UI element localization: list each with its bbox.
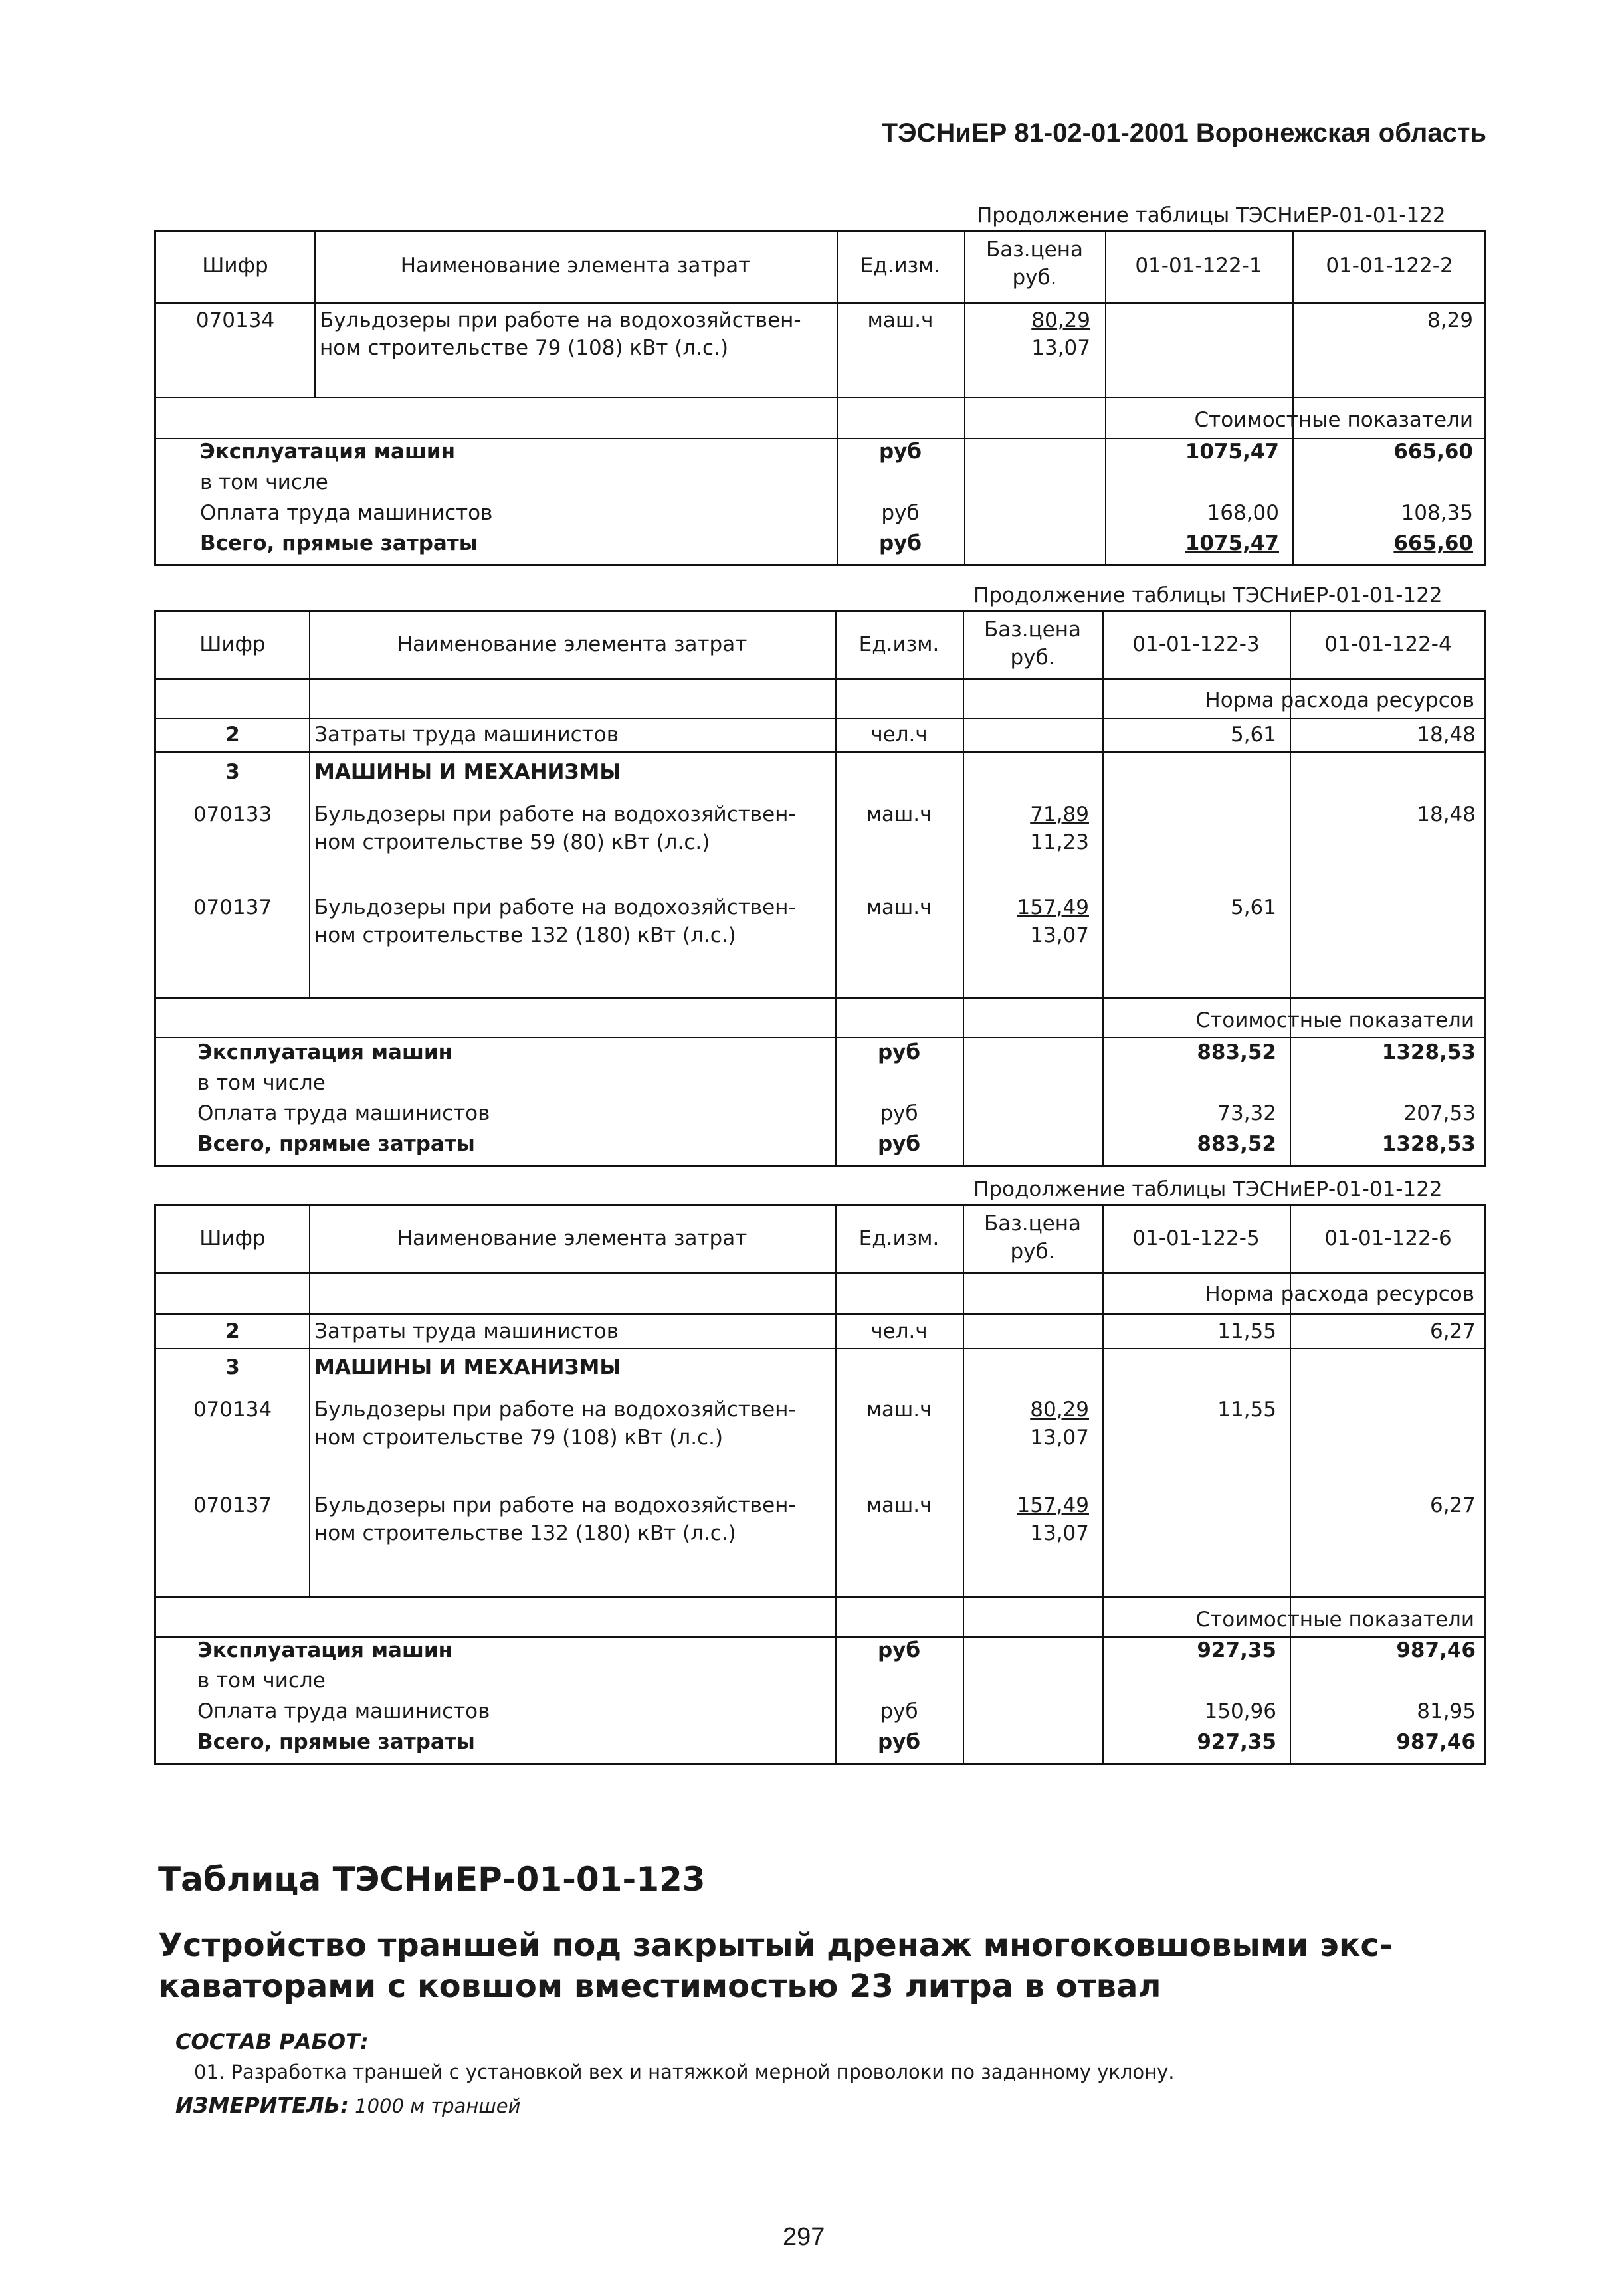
row-value-1: 11,55 <box>1217 1398 1276 1422</box>
pay-v2: 207,53 <box>1403 1101 1476 1125</box>
row-price-2: 13,07 <box>1030 1426 1089 1450</box>
col-header-code: Шифр <box>199 632 266 656</box>
section-name: МАШИНЫ И МЕХАНИЗМЫ <box>314 760 621 784</box>
col-header-name: Наименование элемента затрат <box>397 632 748 656</box>
ops-v2: 665,60 <box>1393 440 1473 464</box>
pay-label: Оплата труда машинистов <box>197 1101 490 1125</box>
norm-header: Норма расхода ресурсов <box>1205 688 1474 712</box>
row-code: 070133 <box>193 803 272 826</box>
col-header-price-unit: руб. <box>1012 266 1057 290</box>
pay-v2: 108,35 <box>1401 501 1473 525</box>
pay-label: Оплата труда машинистов <box>200 501 493 525</box>
works-item: 01. Разработка траншей с установкой вех и натяжкой мерной проволоки по заданному уклону. <box>194 2061 1175 2083</box>
total-v1: 1075,47 <box>1185 531 1279 555</box>
row-name: Затраты труда машинистов <box>314 723 619 747</box>
norm-header: Норма расхода ресурсов <box>1205 1282 1474 1306</box>
cost-header: Стоимостные показатели <box>1195 1608 1474 1632</box>
col-header-unit: Ед.изм. <box>858 632 940 656</box>
row-name: Бульдозеры при работе на водохозяйствен- <box>314 1398 796 1422</box>
pay-v1: 150,96 <box>1204 1699 1276 1723</box>
total-v2: 1328,53 <box>1381 1132 1476 1156</box>
ops-unit: руб <box>877 1638 921 1662</box>
meter-line <box>175 2093 521 2118</box>
row-unit: маш.ч <box>866 1398 932 1422</box>
section-code: 3 <box>225 1355 240 1379</box>
col-header-name: Наименование элемента затрат <box>400 254 751 278</box>
section-subtitle-cont: каваторами с ковшом вместимостью 23 литра в отвал <box>158 1968 1161 2005</box>
col-header-price: Баз.цена <box>983 1212 1082 1236</box>
total-label: Всего, прямые затраты <box>200 531 478 555</box>
table-continuation-label: Продолжение таблицы ТЭСНиЕР-01-01-122 <box>973 1177 1443 1201</box>
row-value-2: 8,29 <box>1427 308 1473 332</box>
pay-unit: руб <box>880 1101 918 1125</box>
col-header-code: Шифр <box>202 254 268 278</box>
total-unit: руб <box>878 531 922 555</box>
col-header-price-unit: руб. <box>1010 646 1055 670</box>
col-header-c1: 01-01-122-1 <box>1135 254 1262 278</box>
row-name: Затраты труда машинистов <box>314 1319 619 1343</box>
col-header-c1: 01-01-122-5 <box>1132 1226 1260 1250</box>
row-name: Бульдозеры при работе на водохозяйствен- <box>314 1493 796 1517</box>
total-v1: 927,35 <box>1197 1730 1276 1754</box>
meter-label: ИЗМЕРИТЕЛЬ: <box>175 2093 349 2118</box>
row-code: 2 <box>225 1319 240 1343</box>
table-1 <box>154 230 1486 566</box>
row-value-2: 18,48 <box>1417 723 1476 747</box>
works-label: СОСТАВ РАБОТ: <box>175 2029 369 2054</box>
total-label: Всего, прямые затраты <box>197 1730 475 1754</box>
table-continuation-label: Продолжение таблицы ТЭСНиЕР-01-01-122 <box>977 203 1446 227</box>
col-header-c2: 01-01-122-2 <box>1326 254 1453 278</box>
ops-v2: 987,46 <box>1396 1638 1476 1662</box>
pay-unit: руб <box>881 501 920 525</box>
meter-value: 1000 м траншей <box>355 2095 521 2117</box>
ops-v1: 927,35 <box>1197 1638 1276 1662</box>
ops-v1: 883,52 <box>1197 1040 1276 1064</box>
page-number: 297 <box>783 2223 825 2251</box>
row-name: Бульдозеры при работе на водохозяйствен- <box>314 896 796 919</box>
section-title: Таблица ТЭСНиЕР-01-01-123 <box>158 1860 706 1899</box>
row-name: Бульдозеры при работе на водохозяйствен- <box>320 308 801 332</box>
ops-label: Эксплуатация машин <box>200 440 456 464</box>
row-price: 157,49 <box>1017 1493 1089 1517</box>
row-name-cont: ном строительстве 79 (108) кВт (л.с.) <box>320 336 729 360</box>
total-v2: 665,60 <box>1393 531 1473 555</box>
section-code: 3 <box>225 760 240 784</box>
row-value-1: 5,61 <box>1230 723 1276 747</box>
row-unit: маш.ч <box>866 803 932 826</box>
row-unit: чел.ч <box>870 723 928 747</box>
row-value-1: 11,55 <box>1217 1319 1276 1343</box>
document-header: ТЭСНиЕР 81-02-01-2001 Воронежская область <box>881 118 1486 147</box>
table-continuation-label: Продолжение таблицы ТЭСНиЕР-01-01-122 <box>973 583 1443 607</box>
col-header-price: Баз.цена <box>985 238 1084 262</box>
row-code: 2 <box>225 723 240 747</box>
total-v1: 883,52 <box>1197 1132 1276 1156</box>
col-header-c2: 01-01-122-6 <box>1324 1226 1452 1250</box>
row-code: 070137 <box>193 896 272 919</box>
ops-label: Эксплуатация машин <box>197 1040 453 1064</box>
total-label: Всего, прямые затраты <box>197 1132 475 1156</box>
total-unit: руб <box>877 1132 921 1156</box>
col-header-unit: Ед.изм. <box>860 254 941 278</box>
row-unit: чел.ч <box>870 1319 928 1343</box>
pay-label: Оплата труда машинистов <box>197 1699 490 1723</box>
row-price-2: 11,23 <box>1030 830 1089 854</box>
row-price-2: 13,07 <box>1031 336 1090 360</box>
row-value-2: 6,27 <box>1429 1493 1476 1517</box>
pay-v1: 168,00 <box>1207 501 1279 525</box>
section-subtitle: Устройство траншей под закрытый дренаж многоковшовыми экс- <box>158 1927 1393 1964</box>
col-header-name: Наименование элемента затрат <box>397 1226 748 1250</box>
col-header-code: Шифр <box>199 1226 266 1250</box>
col-header-unit: Ед.изм. <box>858 1226 940 1250</box>
row-price: 157,49 <box>1017 896 1089 919</box>
ops-unit: руб <box>878 440 922 464</box>
row-code: 070134 <box>193 1398 272 1422</box>
row-name-cont: ном строительстве 59 (80) кВт (л.с.) <box>314 830 710 854</box>
col-header-c1: 01-01-122-3 <box>1132 632 1260 656</box>
col-header-price-unit: руб. <box>1010 1240 1055 1264</box>
row-name-cont: ном строительстве 132 (180) кВт (л.с.) <box>314 1521 736 1545</box>
row-name: Бульдозеры при работе на водохозяйствен- <box>314 803 796 826</box>
row-name-cont: ном строительстве 79 (108) кВт (л.с.) <box>314 1426 724 1450</box>
section-name: МАШИНЫ И МЕХАНИЗМЫ <box>314 1355 621 1379</box>
row-code: 070137 <box>193 1493 272 1517</box>
row-price: 71,89 <box>1030 803 1089 826</box>
ops-unit: руб <box>877 1040 921 1064</box>
cost-header: Стоимостные показатели <box>1194 408 1473 432</box>
pay-v1: 73,32 <box>1217 1101 1276 1125</box>
ops-v1: 1075,47 <box>1185 440 1279 464</box>
row-value-2: 18,48 <box>1417 803 1476 826</box>
row-price: 80,29 <box>1030 1398 1089 1422</box>
incl-label: в том числе <box>200 470 328 494</box>
pay-v2: 81,95 <box>1417 1699 1476 1723</box>
row-name-cont: ном строительстве 132 (180) кВт (л.с.) <box>314 923 736 947</box>
total-v2: 987,46 <box>1396 1730 1476 1754</box>
row-unit: маш.ч <box>867 308 934 332</box>
row-value-1: 5,61 <box>1230 896 1276 919</box>
col-header-c2: 01-01-122-4 <box>1324 632 1452 656</box>
pay-unit: руб <box>880 1699 918 1723</box>
ops-label: Эксплуатация машин <box>197 1638 453 1662</box>
row-unit: маш.ч <box>866 896 932 919</box>
row-value-2: 6,27 <box>1429 1319 1476 1343</box>
ops-v2: 1328,53 <box>1381 1040 1476 1064</box>
table-3 <box>154 1204 1486 1765</box>
row-code: 070134 <box>195 308 275 332</box>
row-unit: маш.ч <box>866 1493 932 1517</box>
table-2 <box>154 610 1486 1167</box>
total-unit: руб <box>877 1730 921 1754</box>
cost-header: Стоимостные показатели <box>1195 1008 1474 1032</box>
row-price: 80,29 <box>1031 308 1090 332</box>
incl-label: в том числе <box>197 1071 326 1095</box>
col-header-price: Баз.цена <box>983 618 1082 642</box>
row-price-2: 13,07 <box>1030 1521 1089 1545</box>
incl-label: в том числе <box>197 1669 326 1693</box>
row-price-2: 13,07 <box>1030 923 1089 947</box>
